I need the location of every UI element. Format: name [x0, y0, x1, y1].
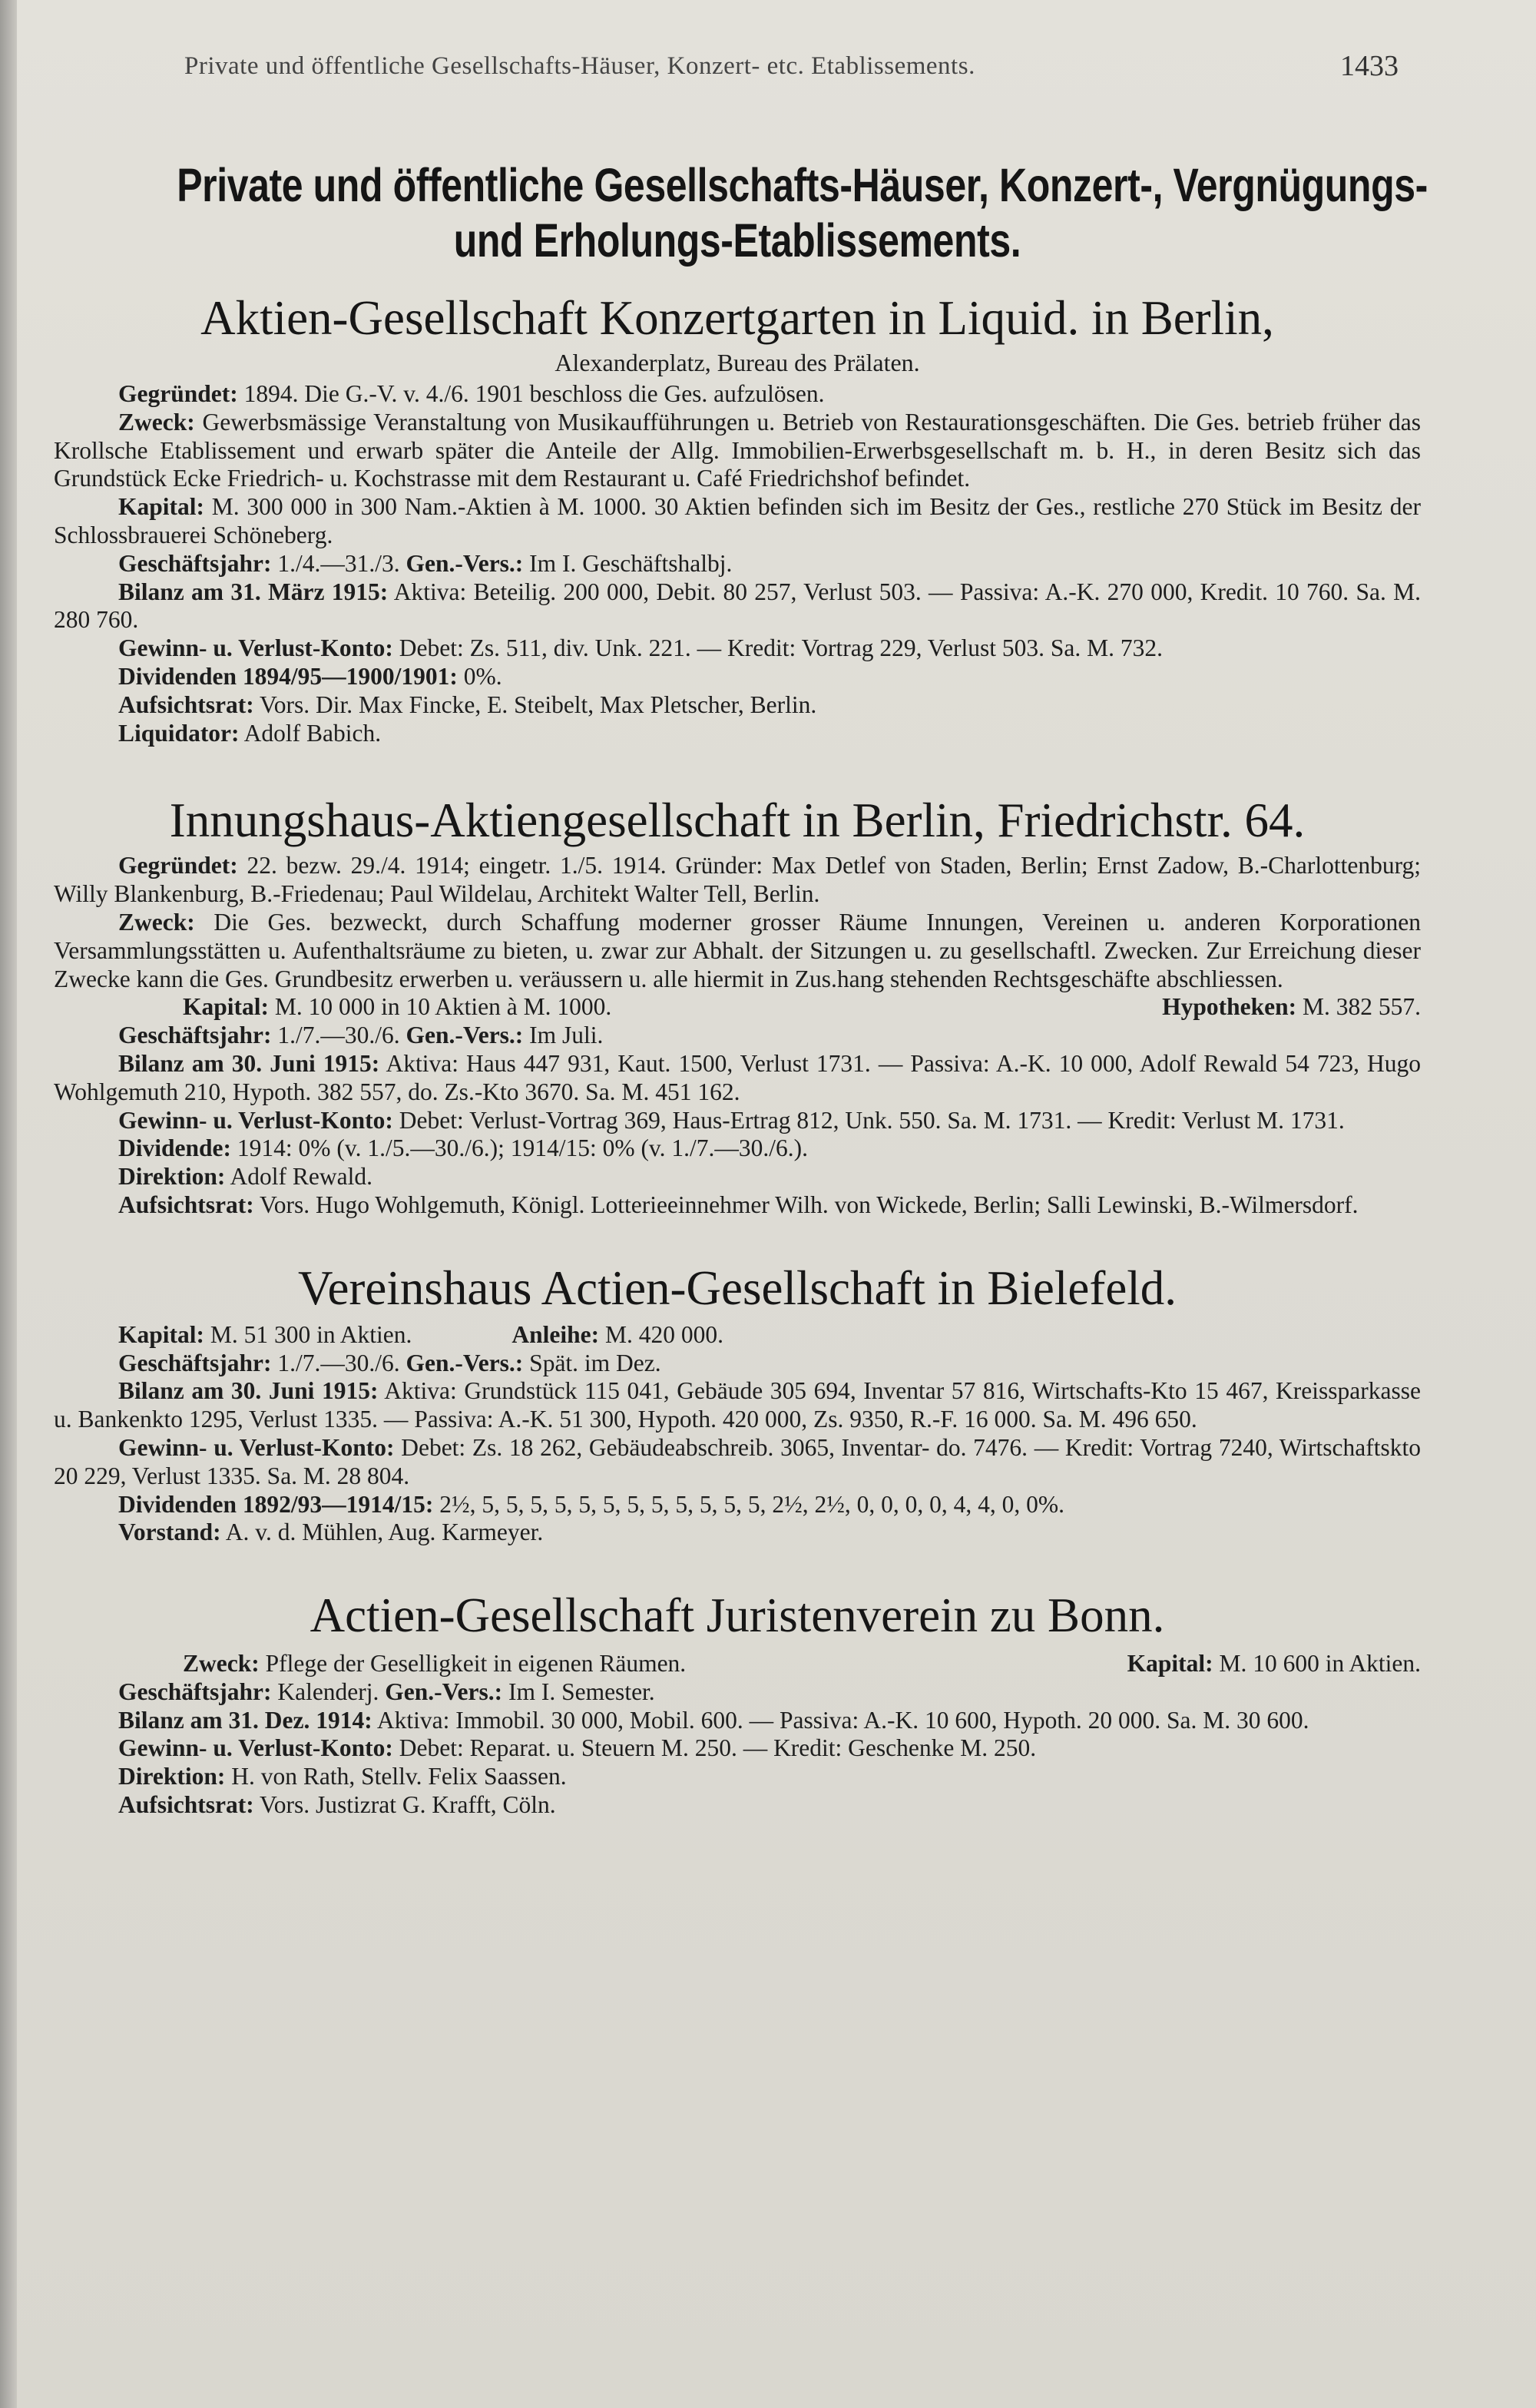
field-label: Kapital:: [183, 993, 270, 1021]
field-label: Aufsichtsrat:: [118, 1791, 254, 1819]
entry-paragraph: [54, 909, 1421, 993]
field-label: Vorstand:: [118, 1519, 221, 1546]
company-name: Innungshaus-Aktiengesellschaft in Berlin, Friedrichstr. 64.: [169, 793, 1306, 848]
entry-paragraph: [54, 380, 1421, 409]
field-value: A. v. d. Mühlen, Aug. Karmeyer.: [220, 1519, 544, 1546]
field-value: 1./4.—31./3.: [271, 549, 406, 577]
entry-paragraph: [54, 691, 1421, 720]
field-label: Dividende:: [118, 1134, 232, 1162]
field-value: Debet: Zs. 18 262, Gebäudeabschreib. 3065, Inventar- do. 7476. — Kredit: Vortrag 7240, Wirtschaftskto 20 229, Verlust 1335. Sa. M. 28 804.: [54, 1433, 1421, 1489]
company-name: Actien-Gesellschaft Juristenverein zu Bonn.: [310, 1588, 1165, 1643]
field-label: Gewinn- u. Verlust-Konto:: [118, 1106, 393, 1134]
field-value: 1894. Die G.-V. v. 4./6. 1901 beschloss die Ges. aufzulösen.: [237, 380, 825, 407]
page-content: [54, 157, 1428, 1820]
field-label: Aufsichtsrat:: [118, 1191, 254, 1218]
field-value: H. von Rath, Stellv. Felix Saassen.: [225, 1763, 567, 1790]
field-value: 1./7.—30./6.: [271, 1022, 406, 1049]
field-value: Im Juli.: [523, 1022, 604, 1049]
entry-paragraph: [54, 993, 1421, 1022]
entry-paragraph: [54, 1707, 1421, 1735]
entry-paragraph: [54, 1163, 1421, 1191]
field-value: Vors. Justizrat G. Krafft, Cöln.: [253, 1791, 556, 1819]
paragraph-right: [1063, 1650, 1421, 1678]
entry-paragraph: [54, 1134, 1421, 1163]
field-label: Liquidator:: [118, 719, 240, 747]
field-value: M. 51 300 in Aktien.: [204, 1320, 412, 1348]
company-entry: [54, 290, 1421, 747]
field-label: Geschäftsjahr:: [118, 1349, 272, 1376]
field-value: 0%.: [457, 662, 502, 690]
field-label: Gen.-Vers.:: [406, 1349, 524, 1376]
entry-paragraph: [54, 1491, 1421, 1519]
field-value: Debet: Zs. 511, div. Unk. 221. — Kredit: Vortrag 229, Verlust 503. Sa. M. 732.: [392, 634, 1164, 662]
field-value: M. 382 557.: [1296, 993, 1421, 1021]
field-label: Bilanz am 30. Juni 1915:: [118, 1377, 379, 1405]
field-label: Zweck:: [183, 1650, 260, 1678]
entry-paragraph: [54, 1434, 1421, 1491]
field-label: Direktion:: [118, 1163, 226, 1191]
field-label: Bilanz am 30. Juni 1915:: [118, 1049, 380, 1077]
field-value: M. 10 000 in 10 Aktien à M. 1000.: [269, 993, 612, 1021]
field-label: Gen.-Vers.:: [385, 1678, 503, 1705]
field-value: 1./7.—30./6.: [271, 1349, 406, 1376]
field-label: Geschäftsjahr:: [118, 1022, 272, 1049]
entry-paragraph: [54, 1734, 1421, 1763]
field-value: Im I. Semester.: [502, 1678, 655, 1705]
entry-paragraph: [54, 1321, 1421, 1350]
field-label: Zweck:: [118, 908, 195, 936]
entry-paragraph: [54, 720, 1421, 748]
field-label: Gewinn- u. Verlust-Konto:: [118, 634, 393, 662]
field-label: Gegründet:: [118, 852, 238, 879]
field-value: Vors. Dir. Max Fincke, E. Steibelt, Max Pletscher, Berlin.: [253, 691, 817, 718]
entry-paragraph: [54, 1377, 1421, 1434]
field-value: Aktiva: Haus 447 931, Kaut. 1500, Verlust 1731. — Passiva: A.-K. 10 000, Adolf Rewald 54 723, Hugo Wohlgemuth 210, Hypoth. 382 557, do. Zs.-Kto 3670. Sa. M. 451 162.: [54, 1049, 1421, 1105]
field-value: Die Ges. bezweckt, durch Schaffung moderner grosser Räume Innungen, Vereinen u. anderen Korporationen Versammlungsstätten u. Aufenthaltsräume zu bieten, u. zwar zur Abhalt. der Sitzungen u. zu gesellschaftl. Zwecken. Zur Erreichung dieser Zwecke kann die Ges. Grundbesitz erwerben u. veräussern u. alle hiermit in Zus.hang stehenden Rechtsgeschäfte abschliessen.: [54, 908, 1421, 992]
section-gap: [54, 1220, 1421, 1260]
field-label: Hypotheken:: [1162, 993, 1297, 1021]
field-label: Gen.-Vers.:: [406, 1022, 524, 1049]
section-gap: [54, 1547, 1421, 1587]
entry-paragraph: [54, 1678, 1421, 1707]
field-value: Debet: Reparat. u. Steuern M. 250. — Kredit: Geschenke M. 250.: [392, 1734, 1037, 1762]
field-value: Adolf Rewald.: [225, 1163, 373, 1191]
field-label: Geschäftsjahr:: [118, 549, 272, 577]
entry-paragraph: [54, 493, 1421, 550]
field-value: Adolf Babich.: [239, 719, 382, 747]
entry-paragraph: [54, 578, 1421, 635]
field-value: Spät. im Dez.: [523, 1349, 661, 1376]
field-value: 1914: 0% (v. 1./5.—30./6.); 1914/15: 0% (v. 1./7.—30./6.).: [231, 1134, 809, 1162]
field-value: Debet: Verlust-Vortrag 369, Haus-Ertrag 812, Unk. 550. Sa. M. 1731. — Kredit: Verlust M. 1731.: [392, 1106, 1345, 1134]
entry-paragraph: [54, 1763, 1421, 1791]
field-value: Pflege der Geselligkeit in eigenen Räumen.: [259, 1650, 687, 1678]
field-value: M. 10 600 in Aktien.: [1213, 1650, 1421, 1678]
field-label: Aufsichtsrat:: [118, 691, 254, 718]
entry-paragraph: [54, 1022, 1421, 1050]
field-label: Kapital:: [1127, 1650, 1213, 1678]
company-entry: [54, 1260, 1421, 1547]
page-number: 1433: [1340, 50, 1399, 82]
paragraph-left: [54, 1650, 686, 1678]
field-value: Aktiva: Immobil. 30 000, Mobil. 600. — Passiva: A.-K. 10 600, Hypoth. 20 000. Sa. M. 30 600.: [372, 1706, 1309, 1734]
paragraph-right: [1097, 993, 1421, 1022]
section-gap: [54, 747, 1421, 792]
field-value: M. 300 000 in 300 Nam.-Aktien à M. 1000. 30 Aktien befinden sich im Besitz der Ges., restliche 270 Stück im Besitz der Schlossbrauerei Schöneberg.: [54, 493, 1421, 548]
entry-paragraph: [54, 663, 1421, 691]
entry-paragraph: [54, 550, 1421, 578]
company-address: Alexanderplatz, Bureau des Prälaten.: [554, 349, 920, 376]
section-title: [177, 157, 1428, 268]
entry-paragraph: [54, 634, 1421, 663]
entry-paragraph: [54, 1791, 1421, 1820]
field-label: Dividenden 1892/93—1914/15:: [118, 1490, 434, 1518]
field-label: Gewinn- u. Verlust-Konto:: [118, 1734, 393, 1762]
field-value: Gewerbsmässige Veranstaltung von Musikaufführungen u. Betrieb von Restaurationsgeschäften. Die Ges. betrieb früher das Krollsche Etablissement und erwarb später die Anteile der Allg. Immobilien-Erwerbsgesellschaft m. b. H., in deren Besitz sich das Grundstück Ecke Friedrich- u. Kochstrasse mit dem Restaurant u. Café Friedrichshof befindet.: [54, 408, 1421, 492]
entry-paragraph: [54, 1107, 1421, 1135]
field-label: Kapital:: [118, 1320, 205, 1348]
field-value: Aktiva: Beteilig. 200 000, Debit. 80 257, Verlust 503. — Passiva: A.-K. 270 000, Kredit. 10 760. Sa. M. 280 760.: [54, 578, 1421, 634]
field-label: Gen.-Vers.:: [406, 549, 524, 577]
field-label: Anleihe:: [511, 1320, 600, 1348]
section-title-line-1: Private und öffentliche Gesellschafts-Häuser, Konzert-, Vergnügungs-: [177, 159, 1428, 211]
field-value: 22. bezw. 29./4. 1914; eingetr. 1./5. 1914. Gründer: Max Detlef von Staden, Berlin; Ernst Zadow, B.-Charlottenburg; Willy Blankenburg, B.-Friedenau; Paul Wildelau, Architekt Walter Tell, Berlin.: [54, 852, 1421, 908]
entry-paragraph: [54, 1350, 1421, 1378]
field-label: Zweck:: [118, 408, 195, 436]
field-value: Kalenderj.: [271, 1678, 386, 1705]
company-entry: [54, 1587, 1421, 1820]
field-value: Aktiva: Grundstück 115 041, Gebäude 305 694, Inventar 57 816, Wirtschafts-Kto 15 467, Kreissparkasse u. Bankenkto 1295, Verlust 1335. — Passiva: A.-K. 51 300, Hypoth. 420 000, Zs. 9350, R.-F. 16 000. Sa. M. 496 650.: [54, 1377, 1421, 1433]
field-label: Direktion:: [118, 1763, 226, 1790]
field-label: Dividenden 1894/95—1900/1901:: [118, 662, 458, 690]
company-name: Vereinshaus Actien-Gesellschaft in Bielefeld.: [297, 1260, 1177, 1315]
company-list: [54, 290, 1421, 1820]
entry-paragraph: [54, 1650, 1421, 1678]
company-entry: [54, 792, 1421, 1219]
field-label: Gegründet:: [118, 380, 238, 407]
entry-paragraph: [54, 409, 1421, 493]
entry-paragraph: [54, 1519, 1421, 1547]
section-title-line-2: und Erholungs-Etablissements.: [453, 214, 1021, 267]
field-value: M. 420 000.: [599, 1320, 724, 1348]
field-label: Gewinn- u. Verlust-Konto:: [118, 1433, 395, 1461]
entry-paragraph: [54, 852, 1421, 909]
field-label: Kapital:: [118, 493, 205, 521]
field-value: Im I. Geschäftshalbj.: [523, 549, 733, 577]
field-label: Bilanz am 31. Dez. 1914:: [118, 1706, 372, 1734]
running-header: Private und öffentliche Gesellschafts-Häuser, Konzert- etc. Etablissements.: [184, 52, 975, 80]
company-name: Aktien-Gesellschaft Konzertgarten in Liquid. in Berlin,: [200, 291, 1274, 345]
field-value: Vors. Hugo Wohlgemuth, Königl. Lotterieeinnehmer Wilh. von Wickede, Berlin; Salli Lewinski, B.-Wilmersdorf.: [253, 1191, 1359, 1218]
field-label: Bilanz am 31. März 1915:: [118, 578, 389, 605]
paragraph-left: [54, 993, 611, 1022]
page-edge-shadow: [0, 0, 17, 2408]
field-value: 2½, 5, 5, 5, 5, 5, 5, 5, 5, 5, 5, 5, 5, 2½, 2½, 0, 0, 0, 0, 4, 4, 0, 0%.: [433, 1490, 1065, 1518]
field-label: Geschäftsjahr:: [118, 1678, 272, 1705]
entry-paragraph: [54, 1050, 1421, 1107]
entry-paragraph: [54, 1191, 1421, 1220]
